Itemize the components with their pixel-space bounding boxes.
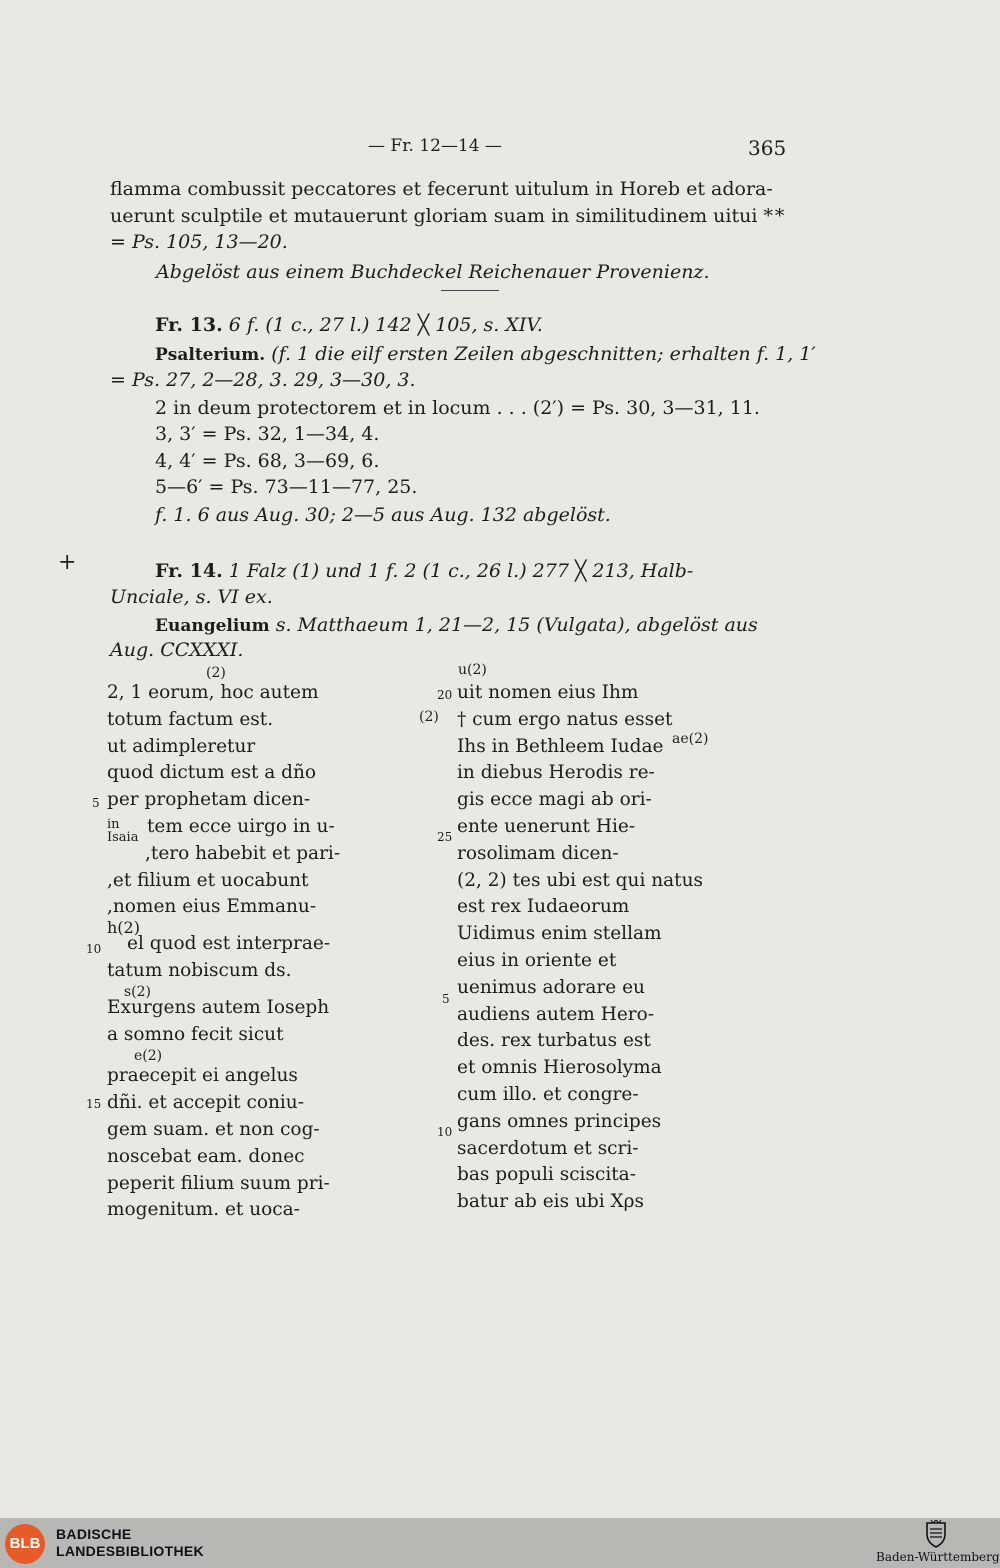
fr14-desc2: Unciale, s. VI ex. xyxy=(110,586,273,608)
fr14-content xyxy=(155,612,758,639)
left-line: el quod est interprae- xyxy=(127,933,331,955)
right-line: uenimus adorare eu xyxy=(457,976,645,998)
right-line: eius in oriente et xyxy=(457,949,617,971)
fr12-provenance: Abgelöst aus einem Buchdeckel Reichenauer Provenienz. xyxy=(156,261,710,283)
coat-of-arms-icon xyxy=(925,1520,947,1548)
annotation-e: e(2) xyxy=(134,1048,163,1064)
line-number-20: 20 xyxy=(437,688,453,702)
right-line: uit nomen eius Ihm xyxy=(457,682,639,703)
fr14-heading xyxy=(155,558,693,584)
left-line: ,tero habebit et pari- xyxy=(145,842,341,864)
section-divider xyxy=(441,290,499,291)
left-line: per prophetam dicen- xyxy=(107,789,311,811)
fr13-content-label: Psalterium. xyxy=(155,345,266,365)
fr14-content-label: Euangelium xyxy=(155,616,270,636)
blb-logo: BLB xyxy=(5,1524,45,1564)
left-line: Exurgens autem Ioseph xyxy=(107,996,330,1018)
right-line: gis ecce magi ab ori- xyxy=(457,789,652,811)
line-number-15: 15 xyxy=(86,1097,102,1111)
library-name xyxy=(56,1526,204,1560)
right-column xyxy=(457,680,787,1216)
left-line: mogenitum. et uoca- xyxy=(107,1199,300,1221)
running-title: — Fr. 12—14 — xyxy=(368,136,502,156)
left-line: ,nomen eius Emmanu- xyxy=(107,896,317,918)
fr13-content-desc: (f. 1 die eilf ersten Zeilen abgeschnitten; erhalten f. 1, 1′ xyxy=(271,343,816,365)
left-line: peperit filium suum pri- xyxy=(107,1172,330,1194)
fr12-line2-text: uerunt sculptile et mutauerunt gloriam suam in similitudinem uitui xyxy=(110,205,758,227)
right-line: batur ab eis ubi Xρs xyxy=(457,1191,645,1213)
line-number-25: 25 xyxy=(437,830,453,844)
annotation-u: u(2) xyxy=(458,662,487,678)
margin-cross: + xyxy=(58,550,77,575)
left-line: gem suam. et non cog- xyxy=(107,1118,320,1140)
left-line: tem ecce uirgo in u- xyxy=(147,815,335,837)
left-line: dñi. et accepit coniu- xyxy=(107,1092,304,1114)
left-line: tatum nobiscum ds. xyxy=(107,959,292,981)
fr13-label: Fr. 13. xyxy=(155,314,223,336)
left-line: ut adimpleretur xyxy=(107,735,256,757)
fr13-heading xyxy=(155,312,543,338)
fr13-content xyxy=(155,341,816,368)
left-line: quod dictum est a dño xyxy=(107,762,317,784)
fr12-line1: flamma combussit peccatores et fecerunt uitulum in Horeb et adora- xyxy=(110,178,773,200)
right-line: gans omnes principes xyxy=(457,1110,662,1132)
left-line: noscebat eam. donec xyxy=(107,1145,305,1167)
fr13-desc: 6 f. (1 c., 27 l.) 142 ╳ 105, s. XIV. xyxy=(228,314,543,336)
right-line: audiens autem Hero- xyxy=(457,1003,655,1025)
left-line: totum factum est. xyxy=(107,708,274,730)
line-number-10-right: 10 xyxy=(437,1125,453,1139)
right-line: rosolimam dicen- xyxy=(457,842,619,864)
library-name-line2: LANDESBIBLIOTHEK xyxy=(56,1543,204,1559)
footer-bar xyxy=(0,1518,1000,1568)
right-line: ente uenerunt Hie- xyxy=(457,815,636,837)
right-line: sacerdotum et scri- xyxy=(457,1137,639,1159)
annotation-h: h(2) xyxy=(107,918,140,937)
fr13-line-4: 4, 4′ = Ps. 68, 3—69, 6. xyxy=(155,450,380,472)
annotation-margin-2: (2) xyxy=(419,709,439,725)
line-number-5: 5 xyxy=(92,796,100,810)
left-line: 2, 1 eorum, hoc autem xyxy=(107,682,319,703)
right-line: Ihs in Bethleem Iudae xyxy=(457,735,664,757)
fr13-line-2: 2 in deum protectorem et in locum . . . (2′) = Ps. 30, 3—31, 11. xyxy=(155,397,760,419)
fr12-line3: = Ps. 105, 13—20. xyxy=(110,231,288,253)
line-number-10: 10 xyxy=(86,942,102,956)
right-line: est rex Iudaeorum xyxy=(457,896,630,918)
line-number-5-right: 5 xyxy=(442,992,450,1006)
left-line: a somno fecit sicut xyxy=(107,1023,284,1045)
right-line: bas populi sciscita- xyxy=(457,1164,636,1186)
fr13-line-6: f. 1. 6 aus Aug. 30; 2—5 aus Aug. 132 abgelöst. xyxy=(155,504,611,526)
fr14-label: Fr. 14. xyxy=(155,560,223,582)
fr14-content-desc2: Aug. CCXXXI. xyxy=(110,639,244,661)
fr12-line2 xyxy=(110,203,784,229)
left-line: praecepit ei angelus xyxy=(107,1065,298,1087)
fr13-line-3: 3, 3′ = Ps. 32, 1—34, 4. xyxy=(155,423,380,445)
right-line: et omnis Hierosolyma xyxy=(457,1057,662,1079)
annotation-s: s(2) xyxy=(124,984,152,1000)
fr12-line2-marks: * * xyxy=(763,205,785,227)
right-line: in diebus Herodis re- xyxy=(457,762,655,784)
fr14-desc: 1 Falz (1) und 1 f. 2 (1 c., 26 l.) 277 ╳ 213, Halb- xyxy=(228,560,694,582)
right-line: des. rex turbatus est xyxy=(457,1030,651,1052)
library-name-line1: BADISCHE xyxy=(56,1526,132,1542)
annotation-isaia: in Isaia xyxy=(107,817,139,845)
right-line: Uidimus enim stellam xyxy=(457,923,662,945)
fr13-line-5: 5—6′ = Ps. 73—11—77, 25. xyxy=(155,476,418,498)
fr13-line-ps: = Ps. 27, 2—28, 3. 29, 3—30, 3. xyxy=(110,369,416,391)
annotation-eorum: (2) xyxy=(206,665,226,681)
right-line: cum illo. et congre- xyxy=(457,1083,639,1105)
right-line: (2, 2) tes ubi est qui natus xyxy=(457,869,704,891)
fr14-content-desc: s. Matthaeum 1, 21—2, 15 (Vulgata), abgelöst aus xyxy=(275,614,758,636)
state-name: Baden-Württemberg xyxy=(876,1550,1000,1564)
left-column xyxy=(107,680,437,1224)
annotation-ae: ae(2) xyxy=(672,731,709,747)
left-line: ,et filium et uocabunt xyxy=(107,869,309,891)
right-line: † cum ergo natus esset xyxy=(457,708,673,730)
page-number: 365 xyxy=(748,136,787,160)
